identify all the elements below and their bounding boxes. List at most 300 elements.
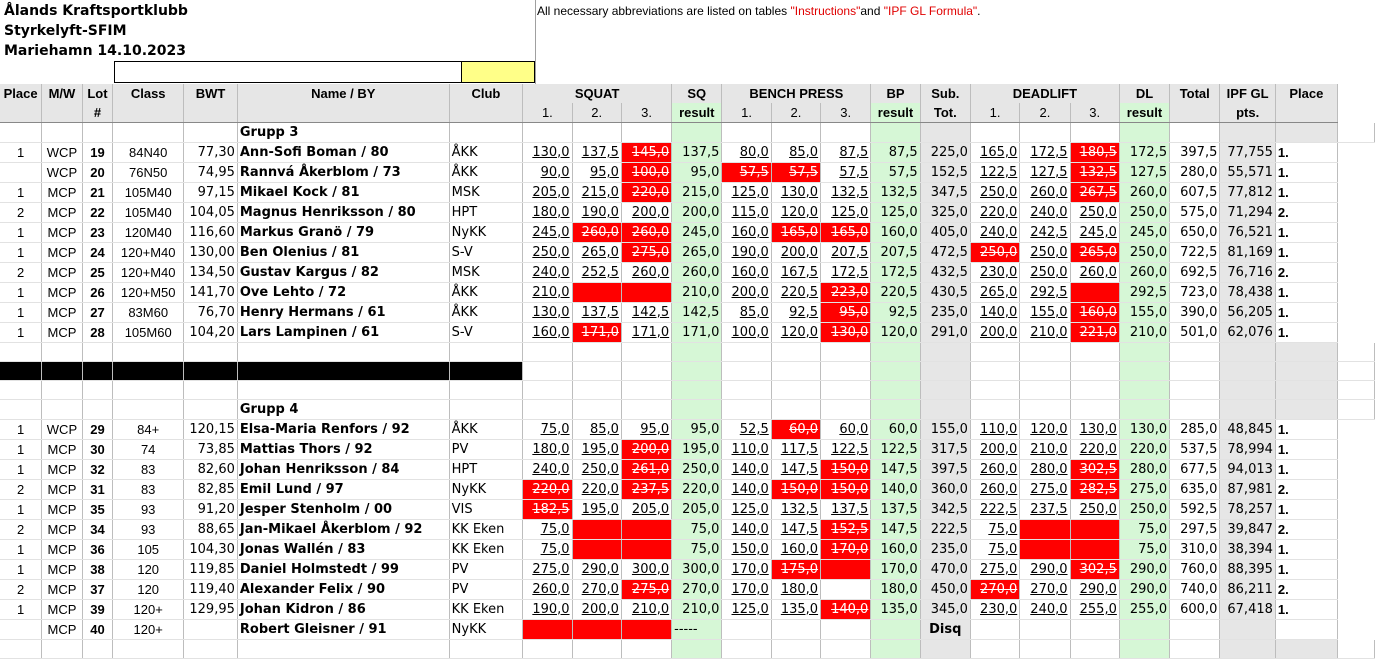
deadlift-result[interactable]: 280,0 bbox=[1119, 460, 1169, 480]
deadlift-attempt-3[interactable]: 265,0 bbox=[1070, 243, 1119, 263]
deadlift-attempt-2[interactable]: 280,0 bbox=[1020, 460, 1070, 480]
empty-cell[interactable] bbox=[871, 343, 920, 362]
squat-attempt-2[interactable]: 252,5 bbox=[572, 263, 621, 283]
final-place-cell[interactable] bbox=[1275, 620, 1337, 640]
empty-cell[interactable] bbox=[1020, 123, 1070, 143]
lot-cell[interactable]: 21 bbox=[82, 183, 113, 203]
bench-attempt-2[interactable]: 180,0 bbox=[771, 580, 820, 600]
bwt-cell[interactable]: 119,40 bbox=[184, 580, 238, 600]
empty-cell[interactable] bbox=[1220, 640, 1276, 659]
empty-cell[interactable] bbox=[237, 362, 449, 381]
squat-result[interactable]: ----- bbox=[672, 620, 722, 640]
empty-cell[interactable] bbox=[1070, 400, 1119, 420]
empty-cell[interactable] bbox=[1220, 400, 1276, 420]
bench-result[interactable]: 125,0 bbox=[871, 203, 920, 223]
bench-result[interactable]: 147,5 bbox=[871, 460, 920, 480]
empty-cell[interactable] bbox=[1275, 123, 1337, 143]
total-cell[interactable]: 501,0 bbox=[1170, 323, 1220, 343]
subtotal-cell[interactable]: 472,5 bbox=[920, 243, 970, 263]
bench-attempt-3[interactable]: 152,5 bbox=[821, 520, 871, 540]
mw-cell[interactable]: MCP bbox=[42, 540, 83, 560]
empty-cell[interactable] bbox=[970, 400, 1019, 420]
empty-cell[interactable] bbox=[920, 400, 970, 420]
empty-cell[interactable] bbox=[113, 381, 184, 400]
subtotal-cell[interactable]: 470,0 bbox=[920, 560, 970, 580]
bench-attempt-1[interactable]: 125,0 bbox=[722, 183, 771, 203]
empty-cell[interactable] bbox=[920, 343, 970, 362]
bwt-cell[interactable]: 104,05 bbox=[184, 203, 238, 223]
athlete-name[interactable]: Mattias Thors / 92 bbox=[237, 440, 449, 460]
class-cell[interactable]: 84+ bbox=[113, 420, 184, 440]
deadlift-attempt-1[interactable]: 275,0 bbox=[970, 560, 1019, 580]
bench-result[interactable]: 132,5 bbox=[871, 183, 920, 203]
bench-attempt-1[interactable]: 190,0 bbox=[722, 243, 771, 263]
deadlift-result[interactable]: 220,0 bbox=[1119, 440, 1169, 460]
empty-cell[interactable] bbox=[0, 400, 42, 420]
final-place-cell[interactable]: 1. bbox=[1275, 143, 1337, 163]
empty-cell[interactable] bbox=[621, 343, 671, 362]
empty-cell[interactable] bbox=[722, 381, 771, 400]
empty-cell[interactable] bbox=[237, 343, 449, 362]
deadlift-attempt-2[interactable] bbox=[1020, 520, 1070, 540]
squat-attempt-3[interactable] bbox=[621, 283, 671, 303]
bwt-cell[interactable]: 104,20 bbox=[184, 323, 238, 343]
total-cell[interactable]: 760,0 bbox=[1170, 560, 1220, 580]
empty-cell[interactable] bbox=[113, 400, 184, 420]
deadlift-attempt-3[interactable]: 282,5 bbox=[1070, 480, 1119, 500]
squat-attempt-2[interactable]: 137,5 bbox=[572, 303, 621, 323]
lot-cell[interactable]: 27 bbox=[82, 303, 113, 323]
squat-result[interactable]: 195,0 bbox=[672, 440, 722, 460]
ipf-gl-cell[interactable]: 78,438 bbox=[1220, 283, 1276, 303]
subtotal-cell[interactable]: 325,0 bbox=[920, 203, 970, 223]
empty-cell[interactable] bbox=[621, 400, 671, 420]
lot-cell[interactable]: 24 bbox=[82, 243, 113, 263]
bench-attempt-2[interactable]: 117,5 bbox=[771, 440, 820, 460]
final-place-cell[interactable]: 1. bbox=[1275, 323, 1337, 343]
squat-result[interactable]: 260,0 bbox=[672, 263, 722, 283]
squat-attempt-1[interactable]: 75,0 bbox=[523, 540, 572, 560]
ipf-gl-cell[interactable]: 94,013 bbox=[1220, 460, 1276, 480]
place-cell[interactable]: 1 bbox=[0, 500, 42, 520]
final-place-cell[interactable]: 1. bbox=[1275, 303, 1337, 323]
deadlift-attempt-2[interactable]: 290,0 bbox=[1020, 560, 1070, 580]
lot-cell[interactable]: 20 bbox=[82, 163, 113, 183]
deadlift-attempt-2[interactable]: 210,0 bbox=[1020, 440, 1070, 460]
deadlift-attempt-2[interactable]: 127,5 bbox=[1020, 163, 1070, 183]
empty-cell[interactable] bbox=[621, 381, 671, 400]
subtotal-cell[interactable]: 432,5 bbox=[920, 263, 970, 283]
final-place-cell[interactable]: 1. bbox=[1275, 243, 1337, 263]
lot-cell[interactable]: 26 bbox=[82, 283, 113, 303]
lot-cell[interactable]: 30 bbox=[82, 440, 113, 460]
bench-result[interactable]: 92,5 bbox=[871, 303, 920, 323]
squat-result[interactable]: 142,5 bbox=[672, 303, 722, 323]
empty-cell[interactable] bbox=[184, 362, 238, 381]
squat-result[interactable]: 75,0 bbox=[672, 540, 722, 560]
highlight-input-cell[interactable] bbox=[461, 61, 535, 83]
deadlift-attempt-2[interactable]: 260,0 bbox=[1020, 183, 1070, 203]
empty-cell[interactable] bbox=[1275, 343, 1337, 362]
bench-attempt-1[interactable]: 80,0 bbox=[722, 143, 771, 163]
mw-cell[interactable]: MCP bbox=[42, 600, 83, 620]
deadlift-attempt-2[interactable]: 155,0 bbox=[1020, 303, 1070, 323]
empty-cell[interactable] bbox=[572, 123, 621, 143]
squat-attempt-3[interactable]: 237,5 bbox=[621, 480, 671, 500]
squat-attempt-3[interactable]: 260,0 bbox=[621, 223, 671, 243]
lot-cell[interactable]: 40 bbox=[82, 620, 113, 640]
athlete-name[interactable]: Jonas Wallén / 83 bbox=[237, 540, 449, 560]
squat-attempt-3[interactable]: 95,0 bbox=[621, 420, 671, 440]
ipf-gl-cell[interactable]: 38,394 bbox=[1220, 540, 1276, 560]
bench-attempt-3[interactable]: 172,5 bbox=[821, 263, 871, 283]
squat-attempt-3[interactable]: 100,0 bbox=[621, 163, 671, 183]
deadlift-attempt-3[interactable]: 132,5 bbox=[1070, 163, 1119, 183]
ipf-gl-cell[interactable]: 71,294 bbox=[1220, 203, 1276, 223]
deadlift-attempt-3[interactable]: 302,5 bbox=[1070, 560, 1119, 580]
total-cell[interactable]: 537,5 bbox=[1170, 440, 1220, 460]
squat-attempt-3[interactable]: 300,0 bbox=[621, 560, 671, 580]
deadlift-attempt-3[interactable]: 221,0 bbox=[1070, 323, 1119, 343]
bench-result[interactable]: 147,5 bbox=[871, 520, 920, 540]
deadlift-attempt-3[interactable]: 220,0 bbox=[1070, 440, 1119, 460]
deadlift-attempt-1[interactable]: 230,0 bbox=[970, 263, 1019, 283]
club-cell[interactable]: NyKK bbox=[449, 223, 523, 243]
squat-attempt-1[interactable]: 205,0 bbox=[523, 183, 572, 203]
ipf-gl-cell[interactable]: 56,205 bbox=[1220, 303, 1276, 323]
bwt-cell[interactable]: 119,85 bbox=[184, 560, 238, 580]
empty-cell[interactable] bbox=[970, 362, 1019, 381]
deadlift-attempt-2[interactable]: 237,5 bbox=[1020, 500, 1070, 520]
deadlift-attempt-2[interactable] bbox=[1020, 540, 1070, 560]
deadlift-attempt-3[interactable] bbox=[1070, 540, 1119, 560]
lot-cell[interactable]: 37 bbox=[82, 580, 113, 600]
bwt-cell[interactable]: 129,95 bbox=[184, 600, 238, 620]
mw-cell[interactable]: WCP bbox=[42, 163, 83, 183]
bwt-cell[interactable] bbox=[184, 620, 238, 640]
squat-result[interactable]: 137,5 bbox=[672, 143, 722, 163]
bench-attempt-2[interactable]: 147,5 bbox=[771, 520, 820, 540]
empty-cell[interactable] bbox=[1275, 362, 1337, 381]
empty-cell[interactable] bbox=[722, 640, 771, 659]
mw-cell[interactable]: MCP bbox=[42, 323, 83, 343]
subtotal-cell[interactable]: 317,5 bbox=[920, 440, 970, 460]
deadlift-result[interactable]: 127,5 bbox=[1119, 163, 1169, 183]
total-cell[interactable]: 607,5 bbox=[1170, 183, 1220, 203]
bench-attempt-1[interactable]: 110,0 bbox=[722, 440, 771, 460]
subtotal-cell[interactable]: 347,5 bbox=[920, 183, 970, 203]
club-cell[interactable]: KK Eken bbox=[449, 600, 523, 620]
class-cell[interactable]: 105M40 bbox=[113, 183, 184, 203]
club-cell[interactable]: PV bbox=[449, 580, 523, 600]
total-cell[interactable]: 740,0 bbox=[1170, 580, 1220, 600]
deadlift-result[interactable]: 255,0 bbox=[1119, 600, 1169, 620]
squat-attempt-2[interactable]: 171,0 bbox=[572, 323, 621, 343]
empty-cell[interactable] bbox=[237, 640, 449, 659]
squat-attempt-3[interactable]: 260,0 bbox=[621, 263, 671, 283]
subtotal-cell[interactable]: 291,0 bbox=[920, 323, 970, 343]
squat-attempt-1[interactable]: 245,0 bbox=[523, 223, 572, 243]
empty-cell[interactable] bbox=[1119, 123, 1169, 143]
mw-cell[interactable]: MCP bbox=[42, 243, 83, 263]
empty-cell[interactable] bbox=[970, 640, 1019, 659]
empty-cell[interactable] bbox=[1020, 343, 1070, 362]
empty-cell[interactable] bbox=[672, 362, 722, 381]
empty-cell[interactable] bbox=[920, 362, 970, 381]
bench-attempt-2[interactable]: 160,0 bbox=[771, 540, 820, 560]
class-cell[interactable]: 84N40 bbox=[113, 143, 184, 163]
empty-cell[interactable] bbox=[82, 123, 113, 143]
deadlift-result[interactable]: 292,5 bbox=[1119, 283, 1169, 303]
final-place-cell[interactable]: 2. bbox=[1275, 480, 1337, 500]
deadlift-attempt-3[interactable]: 250,0 bbox=[1070, 203, 1119, 223]
empty-cell[interactable] bbox=[722, 400, 771, 420]
deadlift-result[interactable]: 260,0 bbox=[1119, 263, 1169, 283]
deadlift-attempt-2[interactable]: 240,0 bbox=[1020, 203, 1070, 223]
squat-result[interactable]: 270,0 bbox=[672, 580, 722, 600]
empty-cell[interactable] bbox=[1337, 343, 1374, 362]
empty-cell[interactable] bbox=[920, 640, 970, 659]
empty-cell[interactable] bbox=[1119, 381, 1169, 400]
empty-cell[interactable] bbox=[920, 123, 970, 143]
bench-attempt-1[interactable]: 150,0 bbox=[722, 540, 771, 560]
empty-cell[interactable] bbox=[523, 640, 572, 659]
deadlift-attempt-1[interactable]: 75,0 bbox=[970, 540, 1019, 560]
total-cell[interactable] bbox=[1170, 620, 1220, 640]
empty-cell[interactable] bbox=[722, 343, 771, 362]
ipf-gl-cell[interactable]: 77,755 bbox=[1220, 143, 1276, 163]
squat-attempt-2[interactable]: 265,0 bbox=[572, 243, 621, 263]
squat-attempt-3[interactable] bbox=[621, 620, 671, 640]
squat-attempt-3[interactable]: 200,0 bbox=[621, 203, 671, 223]
empty-cell[interactable] bbox=[1170, 640, 1220, 659]
squat-attempt-1[interactable]: 182,5 bbox=[523, 500, 572, 520]
empty-cell[interactable] bbox=[1220, 362, 1276, 381]
empty-cell[interactable] bbox=[449, 640, 523, 659]
squat-attempt-2[interactable]: 220,0 bbox=[572, 480, 621, 500]
empty-cell[interactable] bbox=[184, 343, 238, 362]
lot-cell[interactable]: 36 bbox=[82, 540, 113, 560]
empty-cell[interactable] bbox=[821, 400, 871, 420]
deadlift-attempt-1[interactable]: 250,0 bbox=[970, 243, 1019, 263]
athlete-name[interactable]: Elsa-Maria Renfors / 92 bbox=[237, 420, 449, 440]
bench-attempt-3[interactable]: 130,0 bbox=[821, 323, 871, 343]
bench-attempt-2[interactable]: 57,5 bbox=[771, 163, 820, 183]
club-cell[interactable]: ÅKK bbox=[449, 283, 523, 303]
club-cell[interactable]: HPT bbox=[449, 203, 523, 223]
squat-attempt-2[interactable]: 215,0 bbox=[572, 183, 621, 203]
bench-attempt-2[interactable]: 130,0 bbox=[771, 183, 820, 203]
squat-attempt-3[interactable]: 171,0 bbox=[621, 323, 671, 343]
class-cell[interactable]: 93 bbox=[113, 500, 184, 520]
empty-cell[interactable] bbox=[42, 123, 83, 143]
squat-attempt-3[interactable] bbox=[621, 540, 671, 560]
deadlift-attempt-1[interactable]: 200,0 bbox=[970, 323, 1019, 343]
bench-result[interactable]: 160,0 bbox=[871, 223, 920, 243]
empty-cell[interactable] bbox=[1337, 362, 1374, 381]
athlete-name[interactable]: Jan-Mikael Åkerblom / 92 bbox=[237, 520, 449, 540]
subtotal-cell[interactable]: 152,5 bbox=[920, 163, 970, 183]
empty-cell[interactable] bbox=[771, 362, 820, 381]
empty-cell[interactable] bbox=[1119, 362, 1169, 381]
empty-cell[interactable] bbox=[771, 400, 820, 420]
club-cell[interactable]: NyKK bbox=[449, 620, 523, 640]
subtotal-cell[interactable]: 430,5 bbox=[920, 283, 970, 303]
empty-cell[interactable] bbox=[523, 400, 572, 420]
bench-result[interactable]: 60,0 bbox=[871, 420, 920, 440]
ipf-gl-cell[interactable]: 77,812 bbox=[1220, 183, 1276, 203]
place-cell[interactable]: 1 bbox=[0, 540, 42, 560]
bwt-cell[interactable]: 82,85 bbox=[184, 480, 238, 500]
empty-cell[interactable] bbox=[0, 362, 42, 381]
bench-attempt-1[interactable]: 140,0 bbox=[722, 480, 771, 500]
deadlift-attempt-2[interactable]: 172,5 bbox=[1020, 143, 1070, 163]
empty-cell[interactable] bbox=[523, 343, 572, 362]
bench-attempt-1[interactable] bbox=[722, 620, 771, 640]
final-place-cell[interactable]: 1. bbox=[1275, 560, 1337, 580]
bench-attempt-3[interactable]: 170,0 bbox=[821, 540, 871, 560]
bwt-cell[interactable]: 120,15 bbox=[184, 420, 238, 440]
empty-cell[interactable] bbox=[449, 362, 523, 381]
empty-cell[interactable] bbox=[621, 362, 671, 381]
empty-cell[interactable] bbox=[1020, 640, 1070, 659]
empty-cell[interactable] bbox=[42, 400, 83, 420]
total-cell[interactable]: 650,0 bbox=[1170, 223, 1220, 243]
club-cell[interactable]: PV bbox=[449, 440, 523, 460]
empty-cell[interactable] bbox=[82, 381, 113, 400]
deadlift-attempt-2[interactable]: 250,0 bbox=[1020, 263, 1070, 283]
squat-result[interactable]: 250,0 bbox=[672, 460, 722, 480]
deadlift-attempt-1[interactable]: 222,5 bbox=[970, 500, 1019, 520]
deadlift-attempt-2[interactable]: 250,0 bbox=[1020, 243, 1070, 263]
place-cell[interactable]: 2 bbox=[0, 520, 42, 540]
empty-cell[interactable] bbox=[1119, 400, 1169, 420]
empty-cell[interactable] bbox=[1119, 640, 1169, 659]
empty-cell[interactable] bbox=[113, 343, 184, 362]
empty-cell[interactable] bbox=[82, 343, 113, 362]
total-cell[interactable]: 723,0 bbox=[1170, 283, 1220, 303]
deadlift-result[interactable]: 210,0 bbox=[1119, 323, 1169, 343]
class-cell[interactable]: 105M40 bbox=[113, 203, 184, 223]
total-cell[interactable]: 600,0 bbox=[1170, 600, 1220, 620]
club-cell[interactable]: S-V bbox=[449, 323, 523, 343]
athlete-name[interactable]: Emil Lund / 97 bbox=[237, 480, 449, 500]
ipf-gl-cell[interactable]: 67,418 bbox=[1220, 600, 1276, 620]
athlete-name[interactable]: Alexander Felix / 90 bbox=[237, 580, 449, 600]
ipf-gl-cell[interactable]: 48,845 bbox=[1220, 420, 1276, 440]
empty-cell[interactable] bbox=[1170, 362, 1220, 381]
lot-cell[interactable]: 25 bbox=[82, 263, 113, 283]
final-place-cell[interactable]: 1. bbox=[1275, 600, 1337, 620]
subtotal-cell[interactable]: 360,0 bbox=[920, 480, 970, 500]
squat-result[interactable]: 210,0 bbox=[672, 600, 722, 620]
final-place-cell[interactable]: 1. bbox=[1275, 163, 1337, 183]
empty-cell[interactable] bbox=[871, 640, 920, 659]
class-cell[interactable]: 120+ bbox=[113, 620, 184, 640]
lot-cell[interactable]: 38 bbox=[82, 560, 113, 580]
deadlift-attempt-3[interactable]: 160,0 bbox=[1070, 303, 1119, 323]
club-cell[interactable]: KK Eken bbox=[449, 540, 523, 560]
instructions-link[interactable]: "Instructions" bbox=[790, 4, 861, 18]
bench-attempt-2[interactable]: 147,5 bbox=[771, 460, 820, 480]
total-cell[interactable]: 285,0 bbox=[1170, 420, 1220, 440]
bench-attempt-3[interactable]: 207,5 bbox=[821, 243, 871, 263]
deadlift-attempt-3[interactable] bbox=[1070, 520, 1119, 540]
empty-cell[interactable] bbox=[82, 362, 113, 381]
place-cell[interactable]: 2 bbox=[0, 263, 42, 283]
deadlift-attempt-3[interactable]: 130,0 bbox=[1070, 420, 1119, 440]
deadlift-result[interactable]: 130,0 bbox=[1119, 420, 1169, 440]
athlete-name[interactable]: Robert Gleisner / 91 bbox=[237, 620, 449, 640]
place-cell[interactable] bbox=[0, 163, 42, 183]
place-cell[interactable]: 1 bbox=[0, 460, 42, 480]
class-cell[interactable]: 120+M50 bbox=[113, 283, 184, 303]
empty-cell[interactable] bbox=[970, 123, 1019, 143]
deadlift-attempt-1[interactable] bbox=[970, 620, 1019, 640]
empty-cell[interactable] bbox=[42, 362, 83, 381]
empty-cell[interactable] bbox=[1020, 362, 1070, 381]
club-cell[interactable]: NyKK bbox=[449, 480, 523, 500]
mw-cell[interactable]: MCP bbox=[42, 283, 83, 303]
bench-attempt-2[interactable]: 132,5 bbox=[771, 500, 820, 520]
bwt-cell[interactable]: 130,00 bbox=[184, 243, 238, 263]
squat-attempt-3[interactable] bbox=[621, 520, 671, 540]
empty-cell[interactable] bbox=[1275, 640, 1337, 659]
athlete-name[interactable]: Magnus Henriksson / 80 bbox=[237, 203, 449, 223]
final-place-cell[interactable]: 2. bbox=[1275, 580, 1337, 600]
final-place-cell[interactable]: 1. bbox=[1275, 420, 1337, 440]
place-cell[interactable] bbox=[0, 620, 42, 640]
empty-cell[interactable] bbox=[621, 123, 671, 143]
empty-cell[interactable] bbox=[771, 123, 820, 143]
athlete-name[interactable]: Ben Olenius / 81 bbox=[237, 243, 449, 263]
place-cell[interactable]: 1 bbox=[0, 560, 42, 580]
athlete-name[interactable]: Markus Granö / 79 bbox=[237, 223, 449, 243]
mw-cell[interactable]: MCP bbox=[42, 263, 83, 283]
deadlift-result[interactable]: 155,0 bbox=[1119, 303, 1169, 323]
club-cell[interactable]: VIS bbox=[449, 500, 523, 520]
deadlift-attempt-3[interactable] bbox=[1070, 283, 1119, 303]
squat-result[interactable]: 95,0 bbox=[672, 420, 722, 440]
bench-attempt-2[interactable]: 135,0 bbox=[771, 600, 820, 620]
bench-attempt-2[interactable]: 150,0 bbox=[771, 480, 820, 500]
lot-cell[interactable]: 29 bbox=[82, 420, 113, 440]
empty-cell[interactable] bbox=[449, 381, 523, 400]
empty-cell[interactable] bbox=[672, 343, 722, 362]
final-place-cell[interactable]: 1. bbox=[1275, 540, 1337, 560]
bwt-cell[interactable]: 141,70 bbox=[184, 283, 238, 303]
empty-cell[interactable] bbox=[871, 400, 920, 420]
total-cell[interactable]: 390,0 bbox=[1170, 303, 1220, 323]
bench-attempt-1[interactable]: 125,0 bbox=[722, 500, 771, 520]
empty-cell[interactable] bbox=[1337, 400, 1374, 420]
bench-attempt-1[interactable]: 140,0 bbox=[722, 460, 771, 480]
subtotal-cell[interactable]: 235,0 bbox=[920, 303, 970, 323]
total-cell[interactable]: 677,5 bbox=[1170, 460, 1220, 480]
mw-cell[interactable]: MCP bbox=[42, 520, 83, 540]
ipf-gl-cell[interactable]: 55,571 bbox=[1220, 163, 1276, 183]
athlete-name[interactable]: Henry Hermans / 61 bbox=[237, 303, 449, 323]
bench-attempt-3[interactable]: 140,0 bbox=[821, 600, 871, 620]
bench-attempt-2[interactable]: 165,0 bbox=[771, 223, 820, 243]
squat-attempt-2[interactable]: 195,0 bbox=[572, 440, 621, 460]
class-cell[interactable]: 120M40 bbox=[113, 223, 184, 243]
empty-cell[interactable] bbox=[920, 381, 970, 400]
squat-attempt-2[interactable]: 85,0 bbox=[572, 420, 621, 440]
deadlift-result[interactable]: 172,5 bbox=[1119, 143, 1169, 163]
subtotal-cell[interactable]: 342,5 bbox=[920, 500, 970, 520]
empty-cell[interactable] bbox=[113, 123, 184, 143]
